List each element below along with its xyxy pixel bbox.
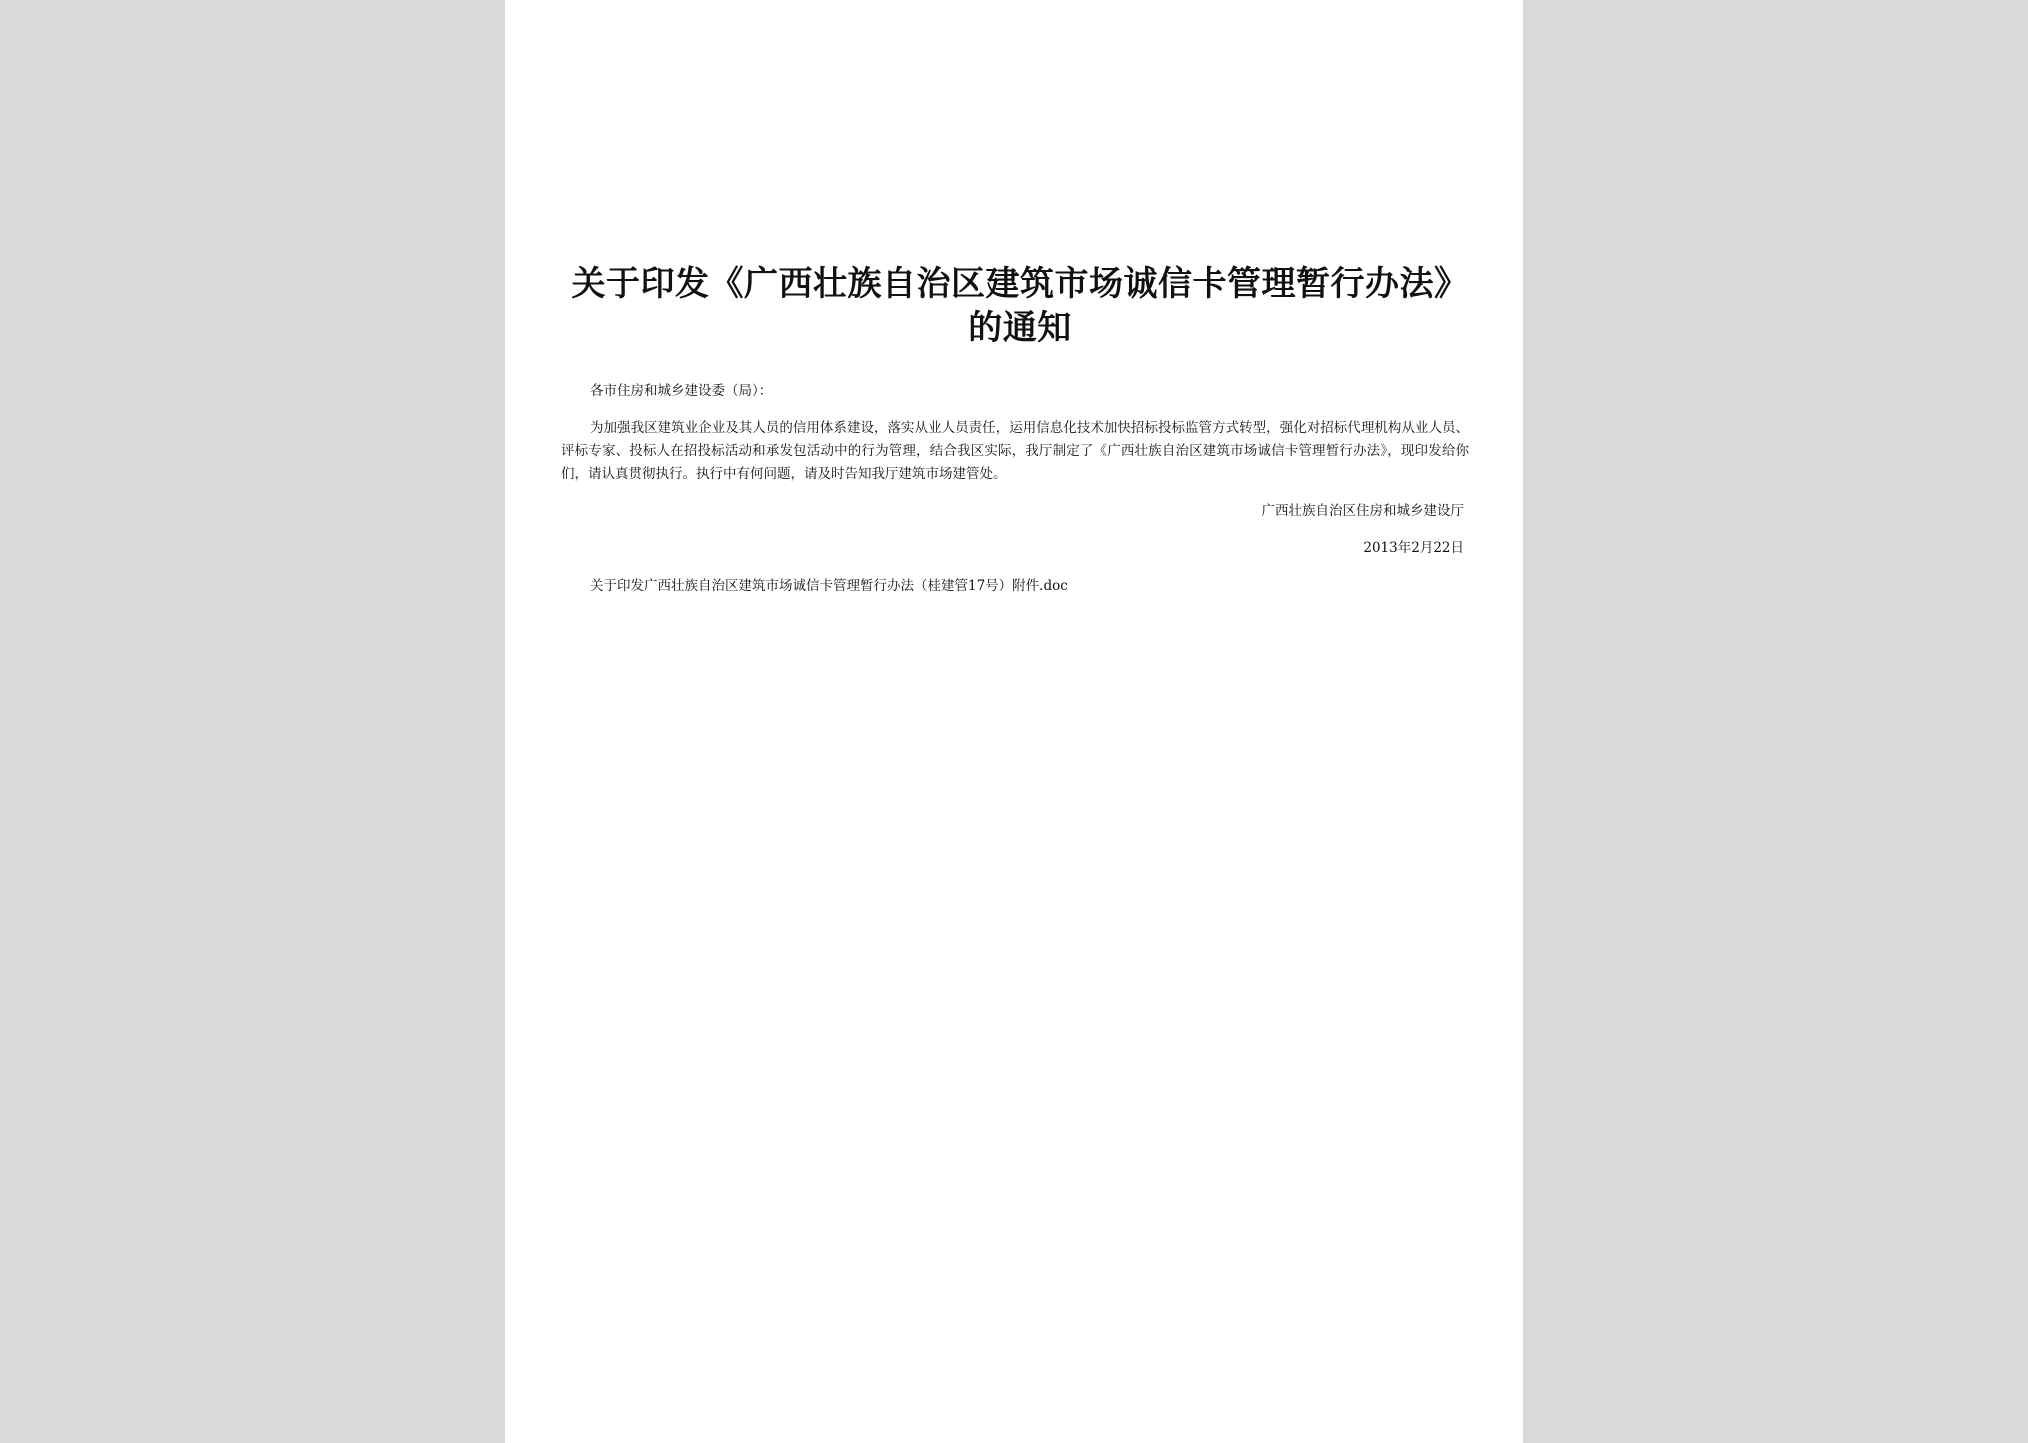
issuer-signature: 广西壮族自治区住房和城乡建设厅 [1261,503,1464,519]
salutation: 各市住房和城乡建设委（局）： [590,383,773,399]
document-page [505,0,1523,1443]
issue-date: 2013年2月22日 [1363,540,1464,556]
document-title: 关于印发《广西壮族自治区建筑市场诚信卡管理暂行办法》的通知 [571,264,1469,348]
attachment-link[interactable]: 关于印发广西壮族自治区建筑市场诚信卡管理暂行办法（桂建管17号）附件.doc [590,578,1068,594]
body-paragraph: 为加强我区建筑业企业及其人员的信用体系建设，落实从业人员责任，运用信息化技术加快招标投标监管方式转型，强化对招标代理机构从业人员、评标专家、投标人在招投标活动和承发包活动中的行为管理，结合我区实际，我厅制定了《广西壮族自治区建筑市场诚信卡管理暂行办法》，现印发给你们，请认真贯彻执行。执行中有何问题，请及时告知我厅建筑市场建管处。 [561,420,1469,482]
